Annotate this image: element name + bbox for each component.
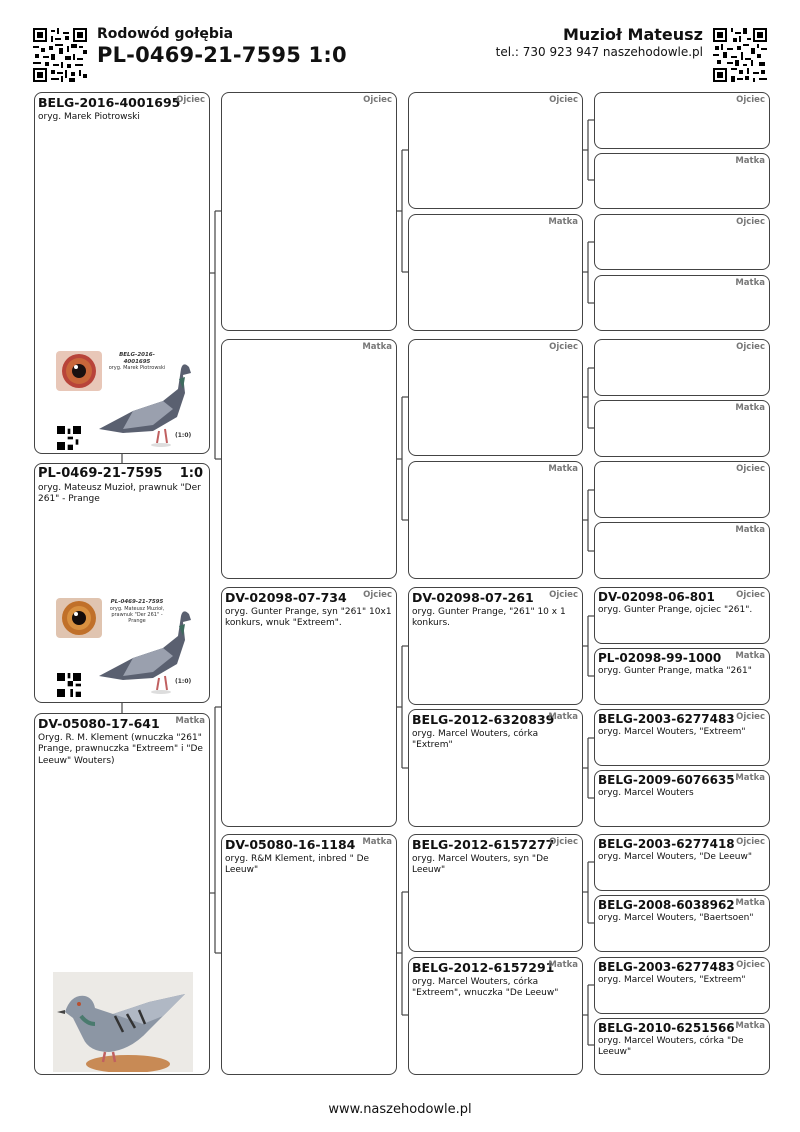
gen3-fmm-role: Matka (548, 464, 578, 474)
gen4-15-role: Ojciec (736, 960, 765, 970)
mother-desc: Oryg. R. M. Klement (wnuczka "261" Prange, prawnuczka "Extreem" i "De Leeuw" Wouters) (38, 733, 203, 766)
gen4-box-14 (594, 895, 770, 952)
gen3-fmf-role: Ojciec (549, 342, 578, 352)
gen4-12-desc: oryg. Marcel Wouters (598, 788, 694, 798)
gen4-16-role: Matka (735, 1021, 765, 1031)
gen2-mother-father-box (221, 587, 397, 827)
gen3-mmm-box (408, 957, 583, 1075)
gen2-mf-role: Ojciec (363, 590, 392, 600)
mother-ring: DV-05080-17-641 (38, 716, 160, 731)
gen3-mff-role: Ojciec (549, 590, 578, 600)
father-photo-tag: (1:0) (175, 432, 192, 439)
main-pigeon-box (34, 463, 210, 703)
owner-name: Muzioł Mateusz (562, 25, 703, 44)
gen2-mm-role: Matka (362, 837, 392, 847)
gen3-mmm-desc: oryg. Marcel Wouters, córka "Extreem", wnuczka "De Leeuw" (412, 977, 559, 999)
gen4-1-role: Ojciec (736, 95, 765, 105)
father-box (34, 92, 210, 454)
gen3-ffm-role: Matka (548, 217, 578, 227)
gen4-2-role: Matka (735, 156, 765, 166)
gen2-mother-mother-box (221, 834, 397, 1075)
gen3-fff-box (408, 92, 583, 209)
pedigree-title: PL-0469-21-7595 1:0 (97, 43, 347, 67)
gen2-mf-ring: DV-02098-07-734 (225, 590, 347, 605)
gen4-box-11 (594, 709, 770, 766)
gen4-12-ring: BELG-2009-6076635 (598, 773, 735, 787)
gen4-9-desc: oryg. Gunter Prange, ojciec "261". (598, 605, 753, 615)
gen2-father-mother-box (221, 339, 397, 579)
main-qr-code-icon (57, 673, 81, 697)
main-gender: 1:0 (179, 466, 203, 481)
gen4-13-role: Ojciec (736, 837, 765, 847)
gen4-4-role: Matka (735, 278, 765, 288)
gen3-mmf-ring: BELG-2012-6157277 (412, 837, 555, 852)
gen4-10-desc: oryg. Gunter Prange, matka "261" (598, 666, 752, 676)
gen3-mmf-desc: oryg. Marcel Wouters, syn "De Leeuw" (412, 854, 549, 876)
gen3-mff-ring: DV-02098-07-261 (412, 590, 534, 605)
gen2-father-father-box (221, 92, 397, 331)
gen4-box-6 (594, 400, 770, 457)
gen3-mfm-role: Matka (548, 712, 578, 722)
gen4-box-3 (594, 214, 770, 270)
gen3-ffm-box (408, 214, 583, 331)
main-ring: PL-0469-21-7595 (38, 466, 163, 481)
gen3-mfm-box (408, 709, 583, 827)
gen4-14-ring: BELG-2008-6038962 (598, 898, 735, 912)
gen2-ff-role: Ojciec (363, 95, 392, 105)
gen4-box-16 (594, 1018, 770, 1075)
gen4-box-8 (594, 522, 770, 579)
gen4-box-2 (594, 153, 770, 209)
qr-code-icon-left (33, 28, 87, 82)
gen4-11-desc: oryg. Marcel Wouters, "Extreem" (598, 727, 746, 737)
gen4-11-role: Ojciec (736, 712, 765, 722)
gen3-fmm-box (408, 461, 583, 579)
gen4-9-role: Ojciec (736, 590, 765, 600)
main-photo-label-desc: oryg. Mateusz Muzioł, prawnuk "Der 261" - Prange (109, 605, 165, 624)
gen4-14-role: Matka (735, 898, 765, 908)
gen2-fm-role: Matka (362, 342, 392, 352)
gen4-11-ring: BELG-2003-6277483 (598, 712, 735, 726)
gen3-mmm-ring: BELG-2012-6157291 (412, 960, 555, 975)
gen4-14-desc: oryg. Marcel Wouters, "Baertsoen" (598, 913, 754, 923)
gen4-12-role: Matka (735, 773, 765, 783)
gen3-mff-box (408, 587, 583, 705)
gen3-mmm-role: Matka (548, 960, 578, 970)
gen2-mm-ring: DV-05080-16-1184 (225, 837, 356, 852)
gen4-box-1 (594, 92, 770, 149)
gen4-15-desc: oryg. Marcel Wouters, "Extreem" (598, 975, 746, 985)
gen3-fff-role: Ojciec (549, 95, 578, 105)
pedigree-subtitle: Rodowód gołębia (97, 26, 234, 42)
father-qr-code-icon (57, 426, 81, 450)
gen2-mm-desc: oryg. R&M Klement, inbred " De Leeuw" (225, 854, 370, 876)
gen4-13-desc: oryg. Marcel Wouters, "De Leeuw" (598, 852, 752, 862)
gen4-box-10 (594, 648, 770, 705)
gen3-mff-desc: oryg. Gunter Prange, "261" 10 x 1 konkurs. (412, 607, 566, 629)
owner-contact: tel.: 730 923 947 naszehodowle.pl (495, 45, 703, 59)
main-photo-label-ring: PL-0469-21-7595 (110, 599, 164, 605)
gen4-15-ring: BELG-2003-6277483 (598, 960, 735, 974)
footer-url[interactable]: www.naszehodowle.pl (328, 1102, 472, 1117)
gen4-box-4 (594, 275, 770, 331)
gen3-mmf-box (408, 834, 583, 952)
gen4-box-12 (594, 770, 770, 827)
main-photo-tag: (1:0) (175, 678, 192, 685)
father-ring: BELG-2016-4001695 (38, 95, 181, 110)
gen4-8-role: Matka (735, 525, 765, 535)
gen4-13-ring: BELG-2003-6277418 (598, 837, 735, 851)
gen4-5-role: Ojciec (736, 342, 765, 352)
gen4-10-ring: PL-02098-99-1000 (598, 651, 722, 665)
father-role: Ojciec (176, 95, 205, 105)
gen4-9-ring: DV-02098-06-801 (598, 590, 715, 604)
gen4-6-role: Matka (735, 403, 765, 413)
gen2-mf-desc: oryg. Gunter Prange, syn "261" 10x1 konkurs, wnuk "Extreem". (225, 607, 392, 629)
qr-code-right-graphic (713, 28, 767, 82)
gen3-mmf-role: Ojciec (549, 837, 578, 847)
gen4-16-desc: oryg. Marcel Wouters, córka "De Leeuw" (598, 1036, 744, 1058)
gen4-box-13 (594, 834, 770, 891)
gen4-10-role: Matka (735, 651, 765, 661)
father-desc: oryg. Marek Piotrowski (38, 112, 140, 122)
gen4-box-5 (594, 339, 770, 396)
gen4-box-7 (594, 461, 770, 518)
gen4-box-9 (594, 587, 770, 644)
gen4-3-role: Ojciec (736, 217, 765, 227)
qr-code-icon-right (713, 28, 767, 82)
main-desc: oryg. Mateusz Muzioł, prawnuk "Der 261" - Prange (38, 483, 201, 505)
gen4-16-ring: BELG-2010-6251566 (598, 1021, 735, 1035)
pigeon-photo (53, 972, 193, 1072)
gen4-box-15 (594, 957, 770, 1014)
gen3-mfm-desc: oryg. Marcel Wouters, córka "Extrem" (412, 729, 539, 751)
father-photo-label-desc: oryg. Marek Piotrowski (108, 365, 166, 372)
father-photo-label-ring: BELG-2016-4001695 (119, 352, 155, 365)
gen3-mfm-ring: BELG-2012-6320839 (412, 712, 555, 727)
qr-code-left-graphic (33, 28, 87, 82)
gen4-7-role: Ojciec (736, 464, 765, 474)
gen3-fmf-box (408, 339, 583, 456)
mother-box (34, 713, 210, 1075)
mother-role: Matka (175, 716, 205, 726)
